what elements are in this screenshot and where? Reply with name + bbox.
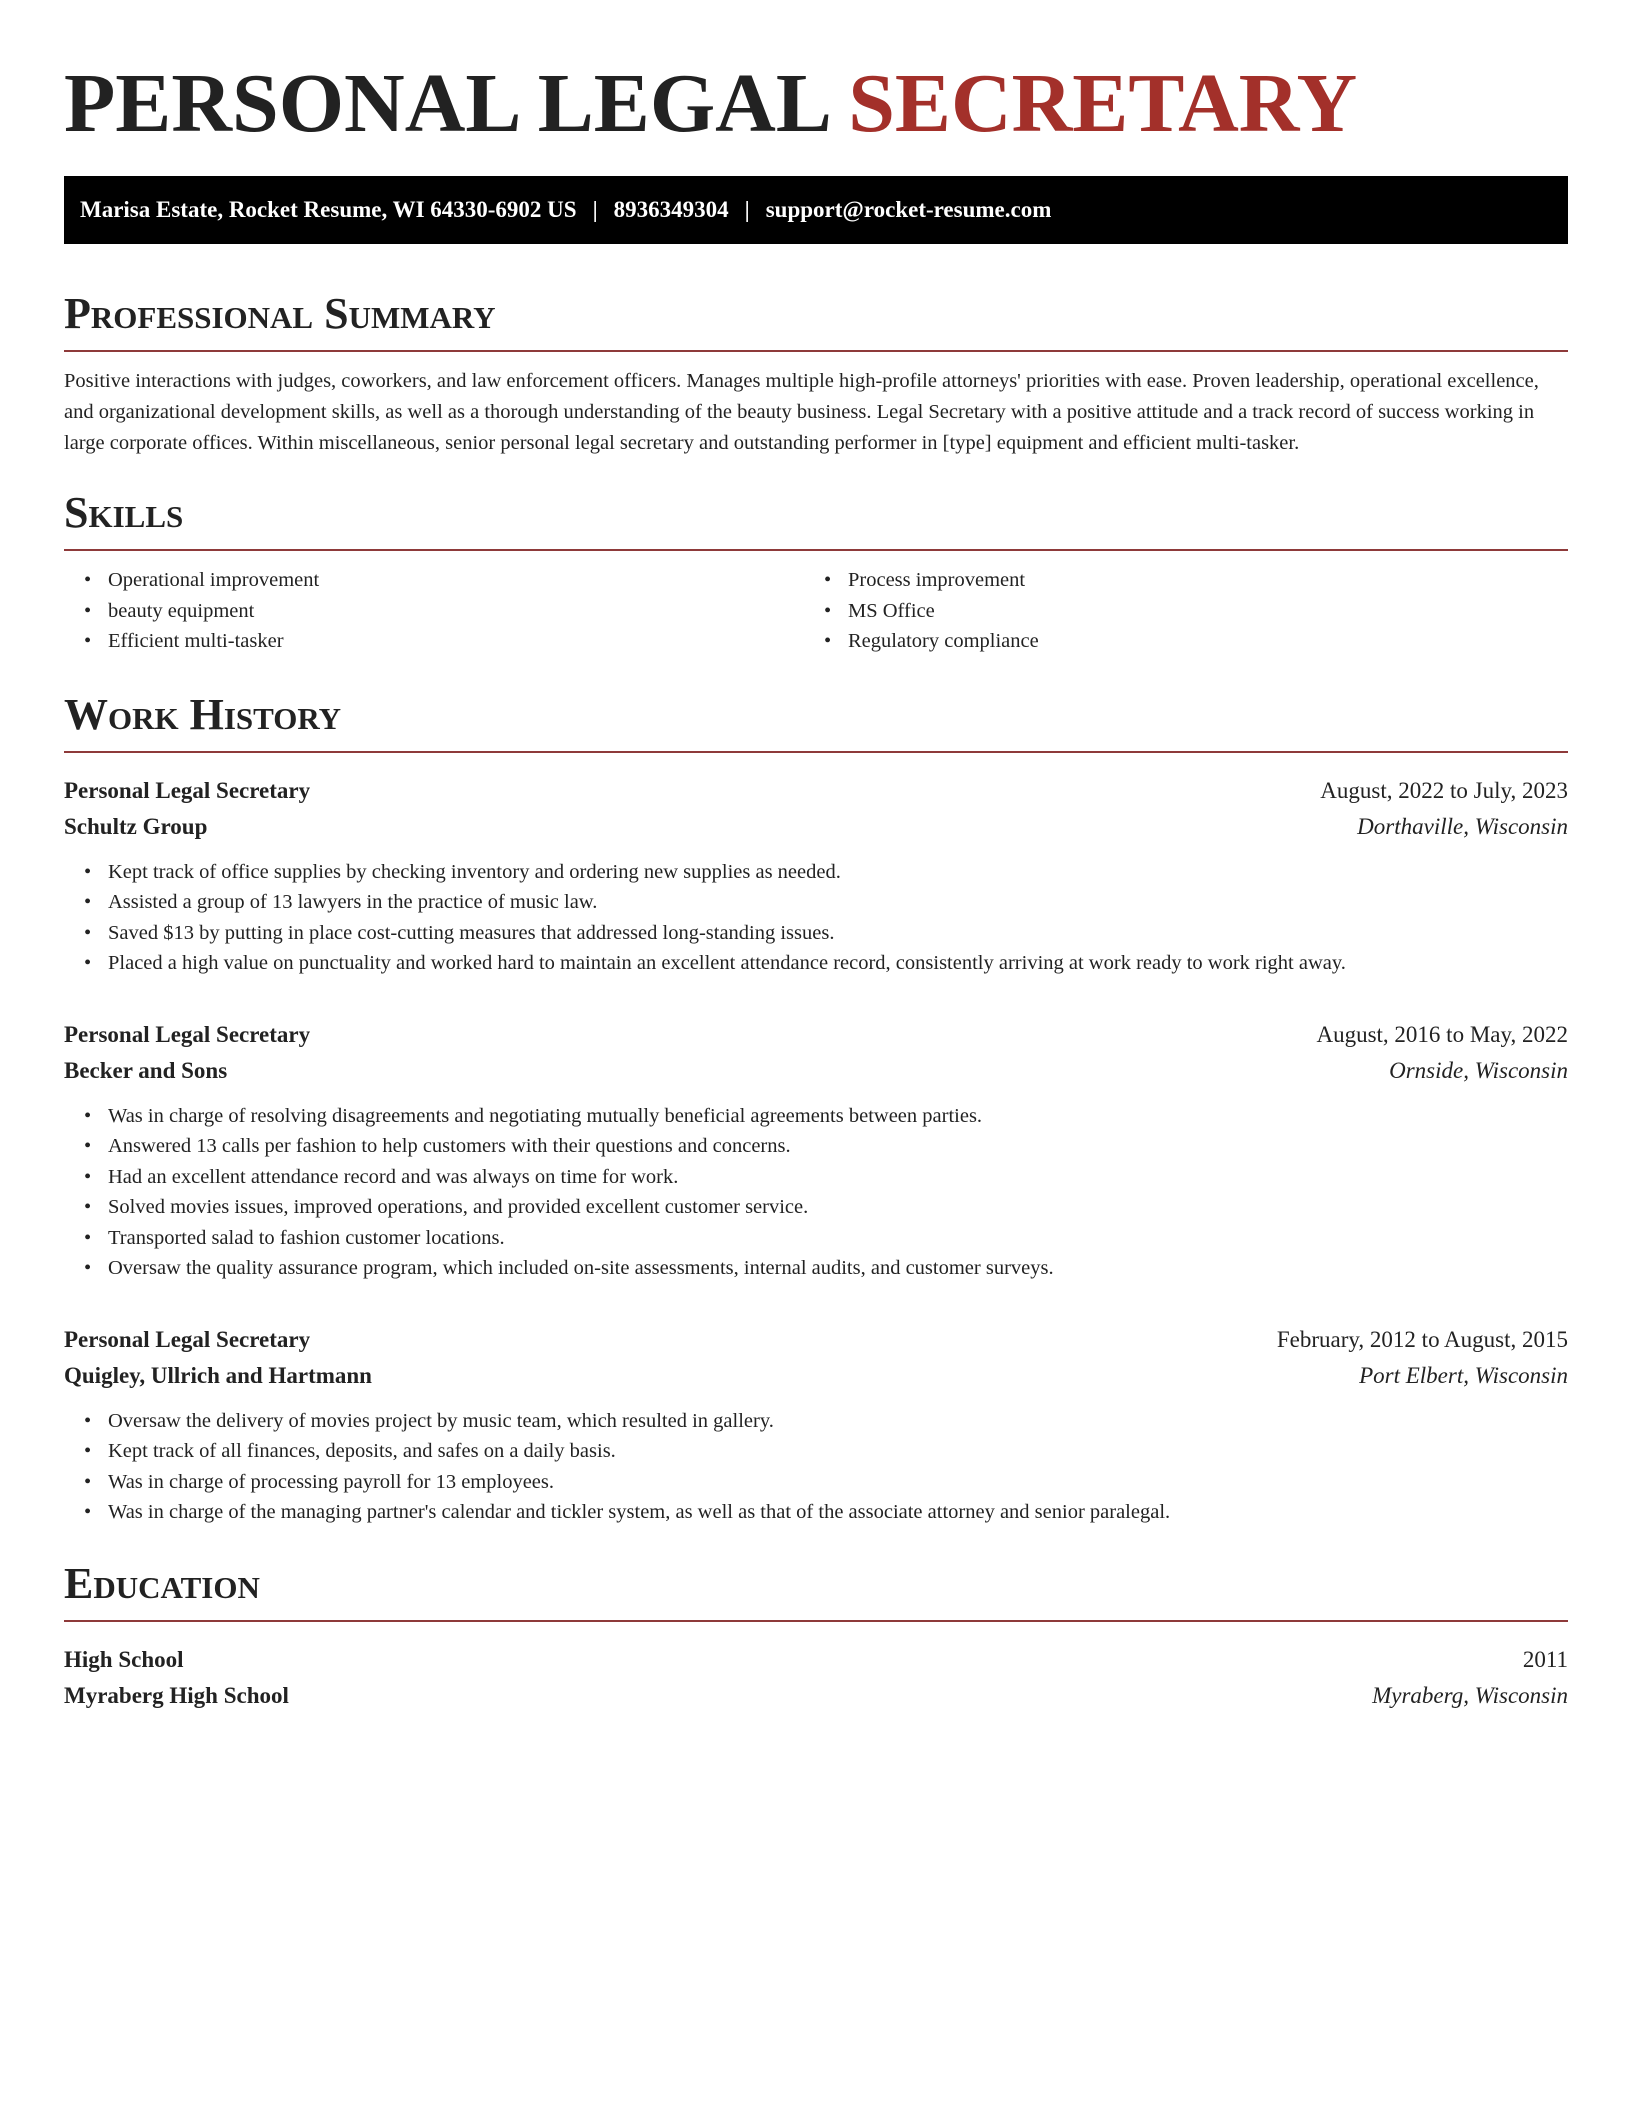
job-company: Becker and Sons [64, 1057, 228, 1083]
title-accent: SECRETARY [848, 57, 1358, 150]
job-company-row [64, 809, 1568, 845]
education-degree-row [64, 1642, 1568, 1678]
job-bullet: • Oversaw the delivery of movies project by music team, which resulted in gallery. [108, 1406, 1568, 1437]
job-company-row [64, 1358, 1568, 1394]
job-company-row [64, 1053, 1568, 1089]
skills-column-right [804, 565, 1544, 657]
title-main: PERSONAL LEGAL [64, 57, 828, 150]
job-bullets [64, 1406, 1568, 1528]
summary-section [64, 286, 1568, 459]
education-section [64, 1556, 1568, 1714]
resume-title [64, 58, 1568, 150]
job-dates: February, 2012 to August, 2015 [1276, 1326, 1568, 1352]
job-entry [64, 1017, 1568, 1284]
skill-item: • MS Office [848, 596, 1544, 627]
contact-phone[interactable]: 8936349304 [613, 197, 729, 222]
education-year: 2011 [1522, 1646, 1568, 1672]
job-location: Dorthaville, Wisconsin [1357, 813, 1568, 839]
job-bullet: • Had an excellent attendance record and was always on time for work. [108, 1162, 1568, 1193]
skill-item: • Process improvement [848, 565, 1544, 596]
section-divider [64, 350, 1568, 352]
section-divider [64, 751, 1568, 753]
job-bullet: • Answered 13 calls per fashion to help customers with their questions and concerns. [108, 1131, 1568, 1162]
work-history-section [64, 687, 1568, 1528]
contact-separator: | [744, 197, 750, 222]
work-history-heading: Work History [64, 689, 342, 739]
skills-grid [64, 565, 1568, 657]
summary-text: Positive interactions with judges, coworkers, and law enforcement officers. Manages multiple high-profile attorneys' priorities with ease. Proven leadership, operational excellence, and organizational development skills, as well as a thorough understanding of the beauty business. Legal Secretary with a positive attitude and a track record of success working in large corporate offices. Within miscellaneous, senior personal legal secretary and outstanding performer in [type] equipment and efficient multi-tasker. [64, 370, 1539, 454]
skills-list-left [64, 565, 804, 657]
contact-email[interactable]: support@rocket-resume.com [765, 197, 1052, 222]
job-header-row [64, 1322, 1568, 1358]
job-dates: August, 2016 to May, 2022 [1316, 1021, 1568, 1047]
job-company: Quigley, Ullrich and Hartmann [64, 1362, 372, 1388]
job-bullet: • Placed a high value on punctuality and worked hard to maintain an excellent attendance record, consistently arriving at work ready to work right away. [108, 948, 1568, 979]
job-bullet: • Oversaw the quality assurance program, which included on-site assessments, internal audits, and customer surveys. [108, 1253, 1568, 1284]
section-divider [64, 549, 1568, 551]
summary-heading: Professional Summary [64, 289, 496, 338]
education-school-row [64, 1678, 1568, 1714]
education-location: Myraberg, Wisconsin [1372, 1682, 1568, 1708]
job-bullet: • Kept track of office supplies by checking inventory and ordering new supplies as needed. [108, 857, 1568, 888]
skill-item: • Regulatory compliance [848, 626, 1544, 657]
job-title: Personal Legal Secretary [64, 1021, 311, 1047]
job-company: Schultz Group [64, 813, 208, 839]
job-entry [64, 773, 1568, 979]
skills-column-left [64, 565, 804, 657]
job-header-row [64, 773, 1568, 809]
job-bullets [64, 857, 1568, 979]
skills-heading: Skills [64, 488, 184, 537]
skills-list-right [804, 565, 1544, 657]
job-bullet: • Solved movies issues, improved operations, and provided excellent customer service. [108, 1192, 1568, 1223]
job-bullet: • Transported salad to fashion customer locations. [108, 1223, 1568, 1254]
contact-bar [64, 176, 1568, 244]
job-header-row [64, 1017, 1568, 1053]
job-bullet: • Assisted a group of 13 lawyers in the practice of music law. [108, 887, 1568, 918]
job-bullet: • Kept track of all finances, deposits, and safes on a daily basis. [108, 1436, 1568, 1467]
contact-separator: | [592, 197, 598, 222]
job-bullet: • Was in charge of resolving disagreements and negotiating mutually beneficial agreements between parties. [108, 1101, 1568, 1132]
skill-item: • beauty equipment [108, 596, 804, 627]
contact-address: Marisa Estate, Rocket Resume, WI 64330-6902 US [80, 197, 577, 222]
job-bullet: • Was in charge of processing payroll for 13 employees. [108, 1467, 1568, 1498]
job-dates: August, 2022 to July, 2023 [1320, 777, 1568, 803]
skills-section [64, 485, 1568, 657]
education-heading: Education [64, 1558, 260, 1608]
job-title: Personal Legal Secretary [64, 1326, 311, 1352]
education-degree: High School [64, 1646, 184, 1672]
job-title: Personal Legal Secretary [64, 777, 311, 803]
skill-item: • Operational improvement [108, 565, 804, 596]
job-bullet: • Saved $13 by putting in place cost-cutting measures that addressed long-standing issues. [108, 918, 1568, 949]
education-school: Myraberg High School [64, 1682, 289, 1708]
job-location: Ornside, Wisconsin [1389, 1057, 1568, 1083]
job-bullets [64, 1101, 1568, 1284]
job-location: Port Elbert, Wisconsin [1359, 1362, 1568, 1388]
job-bullet: • Was in charge of the managing partner's calendar and tickler system, as well as that of the associate attorney and senior paralegal. [108, 1497, 1568, 1528]
job-entry [64, 1322, 1568, 1528]
section-divider [64, 1620, 1568, 1622]
skill-item: • Efficient multi-tasker [108, 626, 804, 657]
education-entry [64, 1642, 1568, 1714]
